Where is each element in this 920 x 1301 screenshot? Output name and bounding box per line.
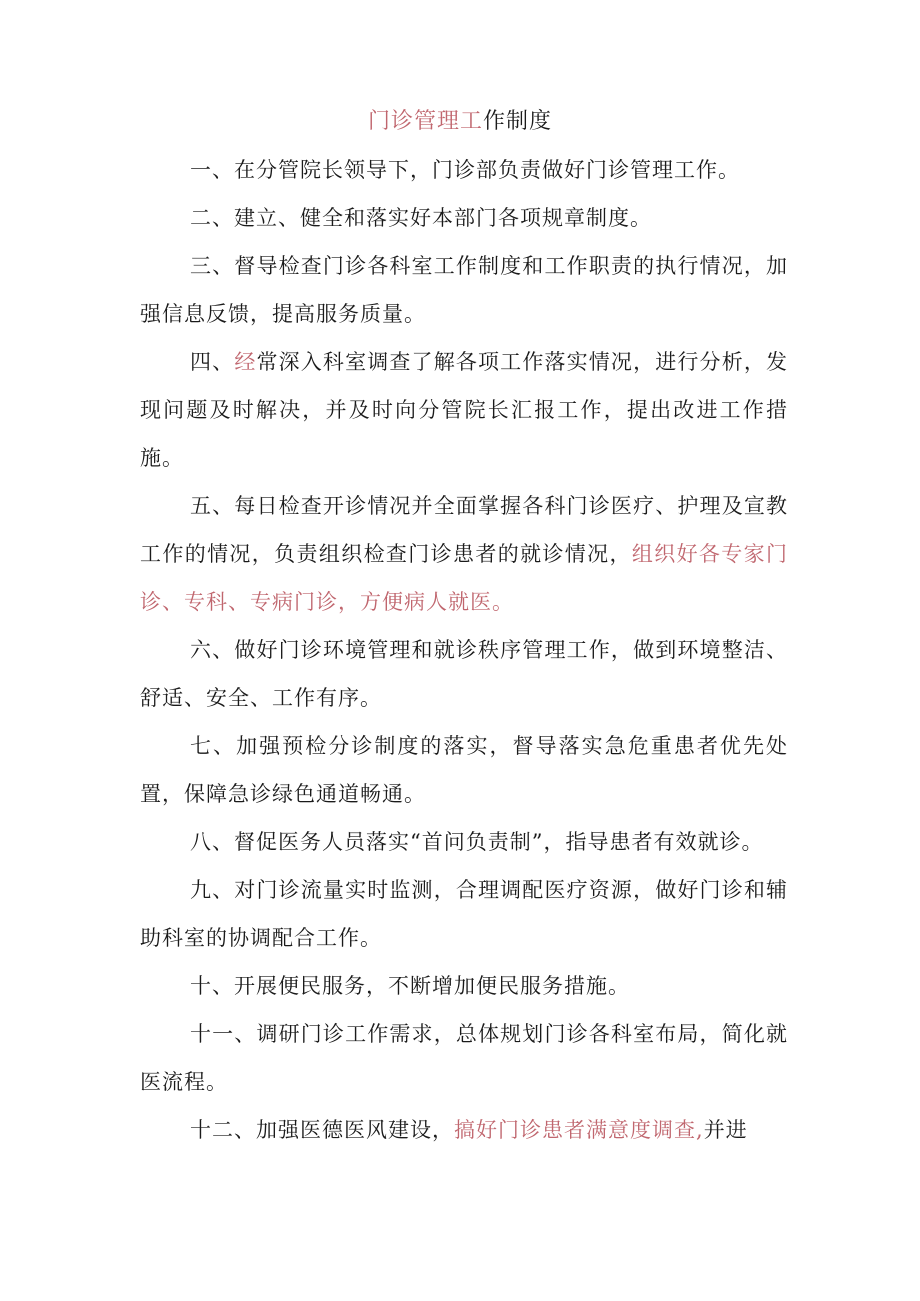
paragraph-text: 二、建立、健全和落实好本部门各项规章制度。	[190, 206, 652, 230]
paragraph-text: 六、做好门诊环境管理和就诊秩序管理工作，做到环境整洁、舒适、安全、工作有序。	[140, 638, 788, 710]
paragraph-text: 四、	[190, 350, 235, 374]
paragraph-10	[140, 962, 788, 1010]
document-title	[0, 104, 920, 140]
paragraph-text: 九、对门诊流量实时监测，合理调配医疗资源，做好门诊和辅助科室的协调配合工作。	[140, 878, 788, 950]
paragraph-text: 常深入科室调查了解各项工作落实情况，进行分析，发现问题及时解决，并及时向分管院长汇报工作，提出改进工作措施。	[140, 350, 789, 470]
paragraph-2	[140, 194, 788, 242]
paragraph-8	[140, 818, 788, 866]
paragraph-highlight: 搞好门诊患者满意度调查,	[454, 1118, 704, 1142]
paragraph-text: 五、每日检查开诊情况并全面掌握各科门诊医疗、护理及宣教工作的情况，负责组织检查门诊患者的就诊情况，	[140, 494, 788, 566]
paragraph-text: 十二、加强医德医风建设，	[190, 1118, 454, 1142]
paragraph-11	[140, 1010, 788, 1106]
paragraph-3	[140, 242, 788, 338]
paragraph-7	[140, 722, 788, 818]
paragraph-highlight: 组织好各专家门诊、专科、专病门诊，方便病人就医。	[140, 542, 789, 614]
paragraph-9	[140, 866, 788, 962]
paragraph-text: 一、在分管院长领导下，门诊部负责做好门诊管理工作。	[190, 158, 740, 182]
paragraph-text: 十一、调研门诊工作需求，总体规划门诊各科室布局，简化就医流程。	[140, 1022, 788, 1094]
title-highlight: 门诊管理工	[367, 109, 483, 134]
paragraph-6	[140, 626, 788, 722]
paragraph-text: 三、督导检查门诊各科室工作制度和工作职责的执行情况，加强信息反馈，提高服务质量。	[140, 254, 788, 326]
paragraph-12	[140, 1106, 788, 1154]
paragraph-1	[140, 146, 788, 194]
paragraph-text: 并进	[703, 1118, 748, 1142]
paragraph-highlight: 经	[234, 350, 257, 374]
paragraph-5	[140, 482, 788, 626]
paragraph-text: 八、督促医务人员落实“首问负责制”，指导患者有效就诊。	[190, 830, 764, 854]
title-rest: 作制度	[483, 109, 553, 134]
paragraph-4	[140, 338, 788, 482]
paragraph-text: 七、加强预检分诊制度的落实，督导落实急危重患者优先处置，保障急诊绿色通道畅通。	[140, 734, 788, 806]
paragraph-text: 十、开展便民服务，不断增加便民服务措施。	[190, 974, 630, 998]
